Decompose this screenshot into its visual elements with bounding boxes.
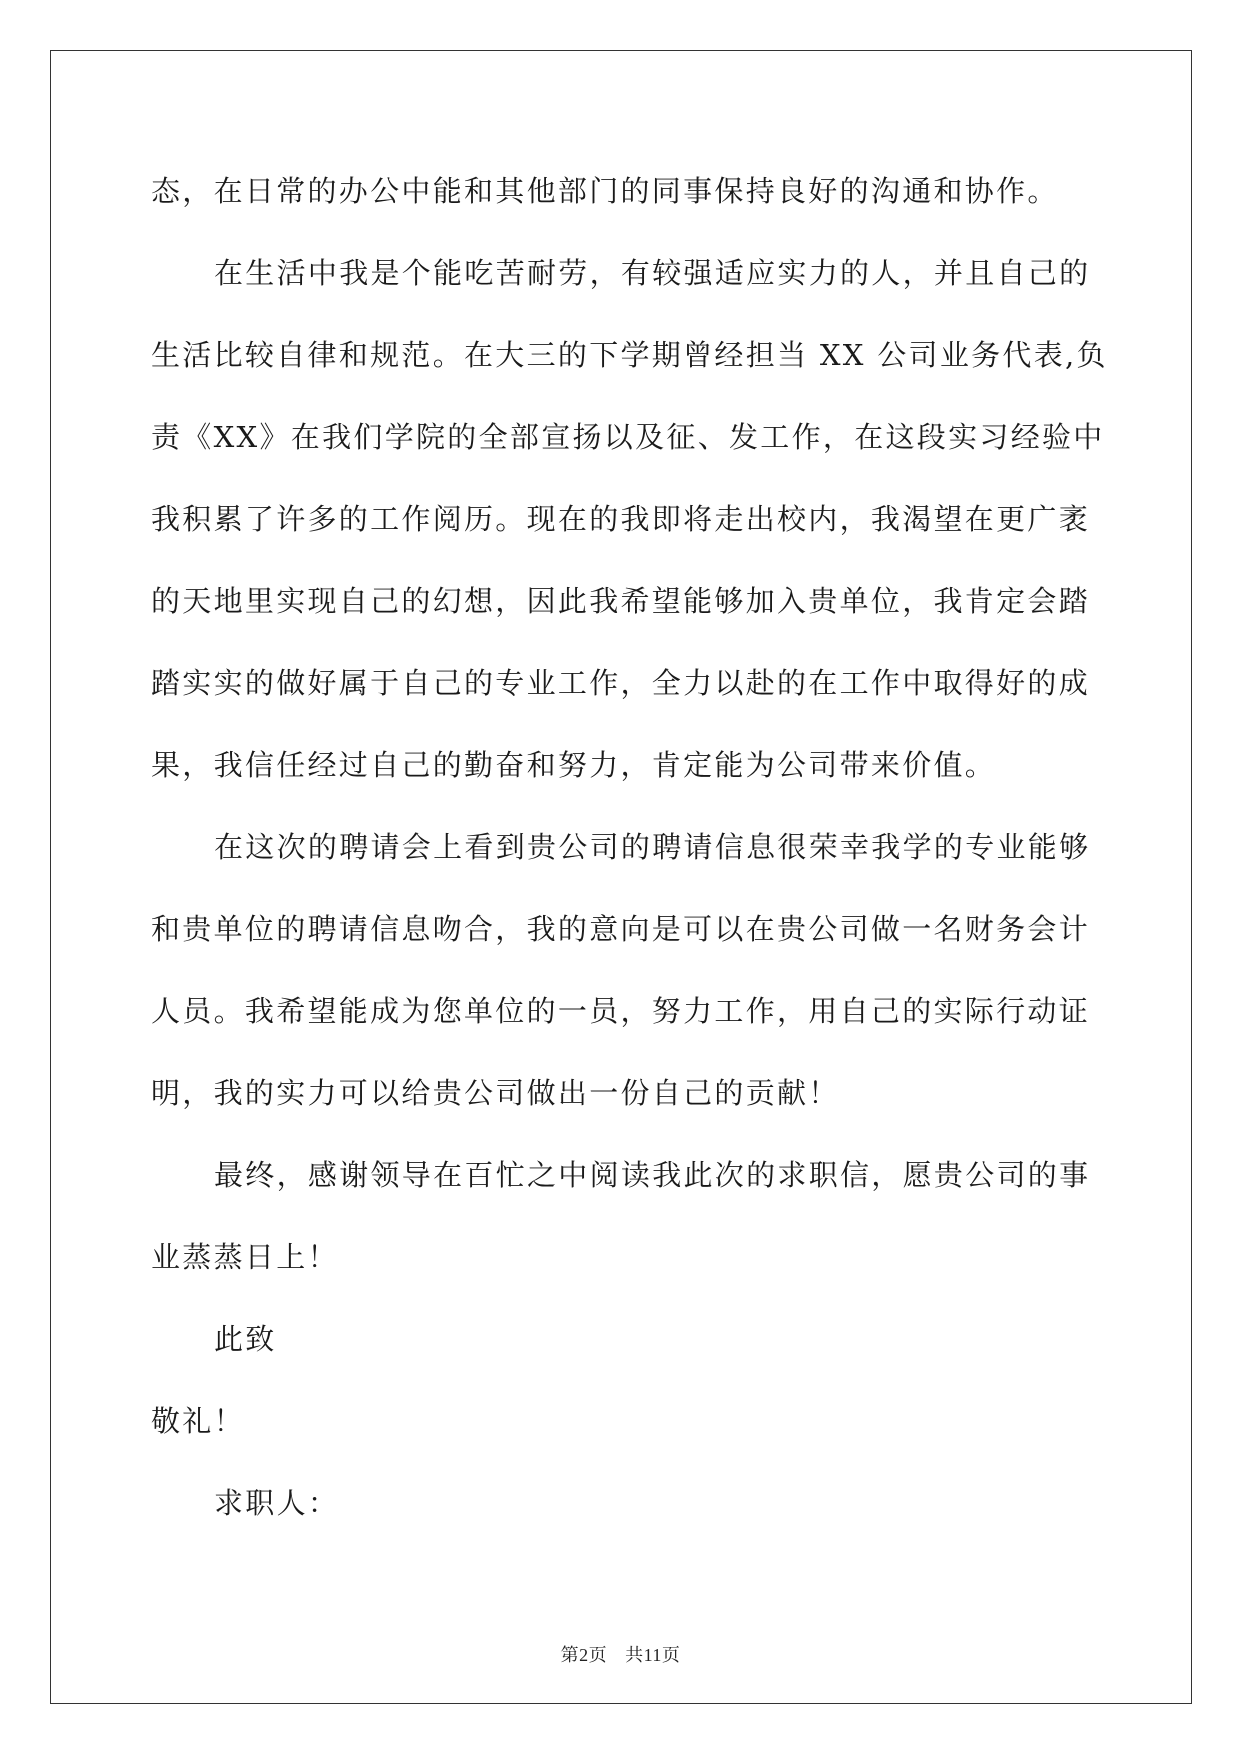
letter-body	[151, 163, 1108, 1557]
paragraph-start: 在这次的聘请会上看到贵公司的聘请信息很荣幸我学的专业能够	[214, 830, 1091, 864]
page-number: 第2页	[560, 1645, 608, 1665]
text-line: 和贵单位的聘请信息吻合，我的意向是可以在贵公司做一名财务会计	[151, 912, 1091, 946]
paragraph-start: 在生活中我是个能吃苦耐劳，有较强适应实力的人，并且自己的	[214, 256, 1091, 290]
text-line: 责《XX》在我们学院的全部宣扬以及征、发工作，在这段实习经验中	[151, 420, 1105, 454]
text-line: 果，我信任经过自己的勤奋和努力，肯定能为公司带来价值。	[151, 748, 997, 782]
text-line: 的天地里实现自己的幻想，因此我希望能够加入贵单位，我肯定会踏	[151, 584, 1091, 618]
text-line: 踏实实的做好属于自己的专业工作，全力以赴的在工作中取得好的成	[151, 666, 1091, 700]
page-footer	[0, 1641, 1241, 1667]
text-line: 业蒸蒸日上！	[151, 1240, 339, 1274]
text-line: 态，在日常的办公中能和其他部门的同事保持良好的沟通和协作。	[151, 174, 1059, 208]
text-line: 我积累了许多的工作阅历。现在的我即将走出校内，我渴望在更广袤	[151, 502, 1091, 536]
paragraph-start: 最终，感谢领导在百忙之中阅读我此次的求职信，愿贵公司的事	[214, 1158, 1091, 1192]
text-line: 人员。我希望能成为您单位的一员，努力工作，用自己的实际行动证	[151, 994, 1091, 1028]
closing-salutation: 此致	[214, 1322, 277, 1356]
closing-regards: 敬礼！	[151, 1404, 245, 1438]
text-line: 明，我的实力可以给贵公司做出一份自己的贡献！	[151, 1076, 840, 1110]
page-total: 共11页	[625, 1645, 681, 1665]
text-line: 生活比较自律和规范。在大三的下学期曾经担当 XX 公司业务代表,负	[151, 338, 1108, 372]
signature-label: 求职人：	[214, 1486, 340, 1520]
